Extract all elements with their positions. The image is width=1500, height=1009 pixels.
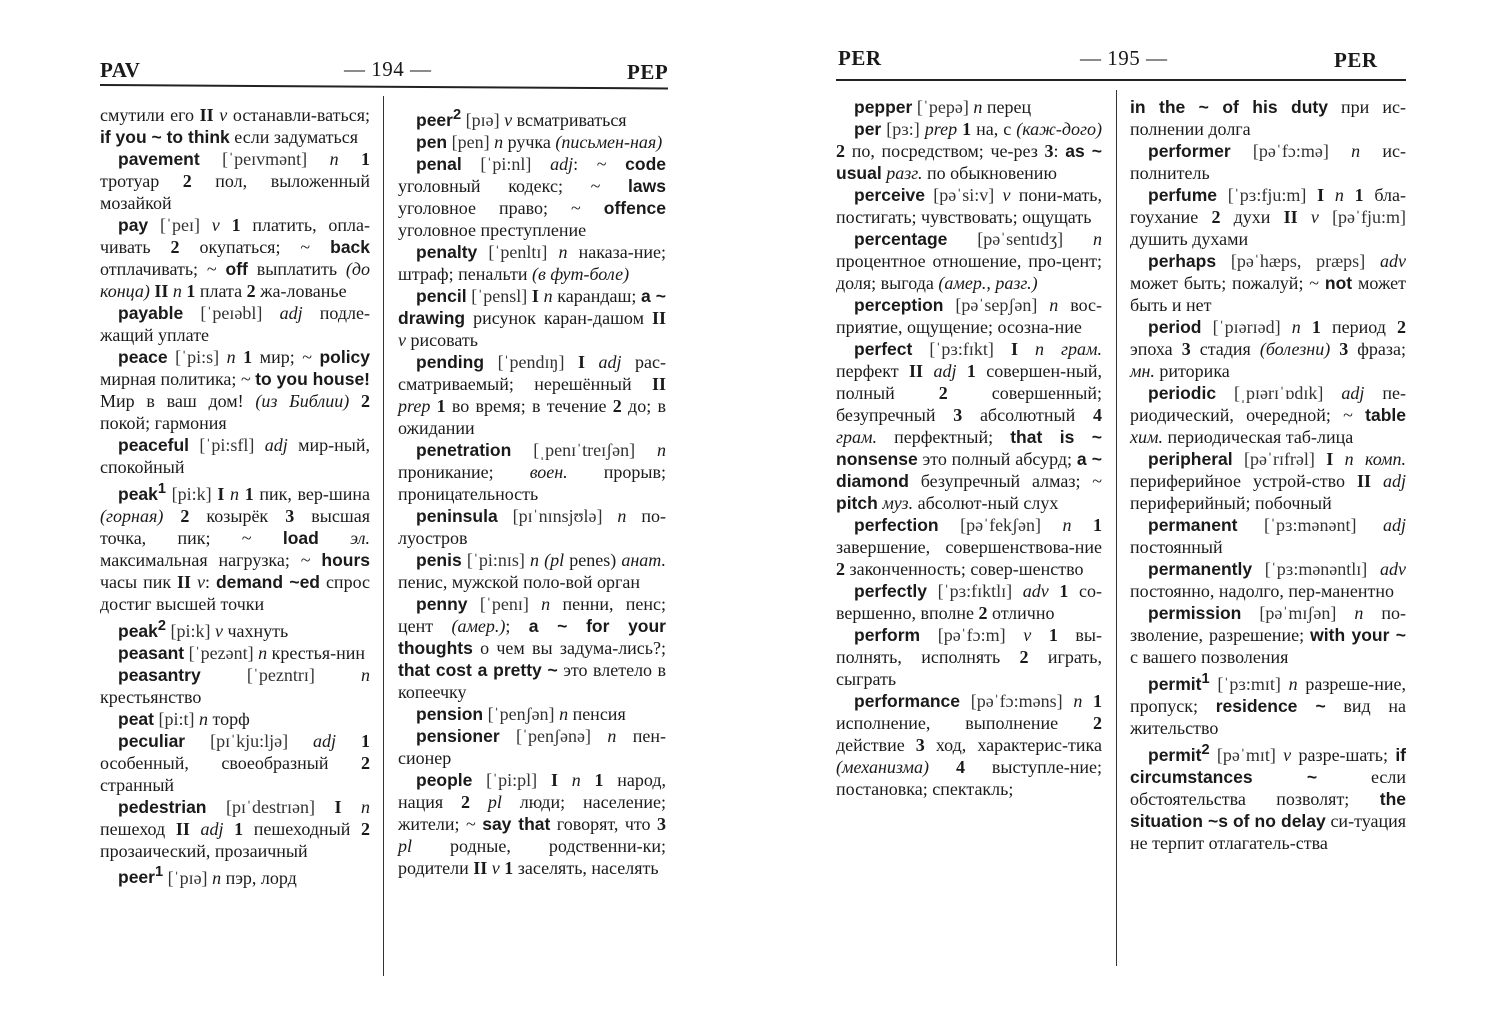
dictionary-entry: permission [pəˈmɪʃən] n по-зволение, разрешение; with your ~ с вашего позволения — [1130, 603, 1407, 667]
dictionary-entry: penetration [ˌpenɪˈtreɪʃən] n проникание; воен. прорыв; проницательность — [398, 439, 667, 504]
column-4 — [1130, 96, 1406, 854]
page-number: — 194 — — [344, 57, 432, 81]
dictionary-entry: pepper [ˈpepə] n перец — [854, 97, 1032, 117]
dictionary-entry: penalty [ˈpenltɪ] n наказа-ние; штраф; пенальти (в фут-боле) — [398, 241, 667, 284]
dictionary-entry: penis [ˈpi:nɪs] n (pl penes) анат. пенис, мужской поло-вой орган — [398, 549, 667, 592]
dictionary-entry: permit$^2$ [pəˈmɪt] v разре-шать; if circumstances ~ если обстоятельства позволят; the situation ~s of no delay си-туация не терпит отлагатель-ства — [1130, 741, 1407, 853]
guide-word-last: PER — [1334, 48, 1378, 72]
dictionary-entry: peak$^1$ [pi:k] I n 1 пик, вер-шина (горная) 2 козырёк 3 высшая точка, пик; ~ load эл. максимальная нагрузка; ~ hours часы пик II v: demand ~ed спрос достиг высшей точки — [100, 481, 371, 614]
header-rule — [836, 79, 1406, 81]
dictionary-entry: pending [ˈpendɪŋ] I adj рас-сматриваемый; нерешённый II prep 1 во время; в течение 2 до; в ожидании — [398, 351, 666, 438]
dictionary-entry: penal [ˈpi:nl] adj: ~ code уголовный кодекс; ~ laws уголовное право; ~ offence уголовное преступление — [398, 153, 667, 240]
right-page — [760, 0, 1500, 1009]
dictionary-entry: peak$^2$ [pi:k] v чахнуть — [118, 617, 289, 641]
dictionary-entry: perhaps [pəˈhæps, præps] adv может быть; пожалуй; ~ not может быть и нет — [1130, 251, 1407, 315]
dictionary-entry: pay [ˈpeɪ] v 1 платить, опла-чивать 2 окупаться; ~ back отплачивать; ~ off выплатить (до конца) II n 1 плата 2 жа-лованье — [100, 215, 371, 301]
page-number: — 195 — — [1080, 46, 1168, 70]
dictionary-entry: performer [pəˈfɔ:mə] n ис-полнитель — [1130, 141, 1406, 183]
column-divider — [383, 96, 384, 976]
dictionary-entry: perfect [ˈpɜ:fɪkt] I n грам. перфект II adj 1 совершен-ный, полный 2 совершенный; безупречный 3 абсолютный 4 грам. перфектный; that is ~ nonsense это полный абсурд; a ~ diamond безупречный алмаз; ~ pitch муз. абсолют-ный слух — [836, 339, 1102, 513]
dictionary-entry: penny [ˈpenɪ] n пенни, пенс; цент (амер.); a ~ for your thoughts о чем вы задума-лись?; that cost a pretty ~ это влетело в копеечку — [398, 593, 667, 702]
dictionary-entry: permit$^1$ [ˈpɜ:mɪt] n разреше-ние, пропуск; residence ~ вид на жительство — [1130, 671, 1407, 738]
dictionary-entry: peripheral [pəˈrɪfrəl] I n комп. периферийное устрой-ство II adj периферийный; побочный — [1130, 449, 1407, 513]
dictionary-entry: peer$^1$ [ˈpɪə] n пэр, лорд — [118, 864, 297, 888]
dictionary-entry: pension [ˈpenʃən] n пенсия — [416, 703, 626, 724]
dictionary-entry: perfection [pəˈfekʃən] n 1 завершение, совершенствова-ние 2 законченность; совер-шенство — [836, 515, 1103, 579]
dictionary-entry: payable [ˈpeɪəbl] adj подле-жащий уплате — [100, 303, 371, 345]
dictionary-entry: period [ˈpɪərɪəd] n 1 период 2 эпоха 3 стадия (болезни) 3 фраза; мн. риторика — [1130, 317, 1407, 381]
dictionary-entry: peat [pi:t] n торф — [118, 708, 250, 729]
column-2 — [398, 104, 666, 879]
dictionary-entry: pavement [ˈpeɪvmənt] n 1 тротуар 2 пол, выложенный мозайкой — [100, 149, 371, 213]
dictionary-entry: peace [ˈpi:s] n 1 мир; ~ policy мирная политика; ~ to you house! Мир в ваш дом! (из Библии) 2 покой; гармония — [100, 347, 371, 433]
column-3 — [836, 96, 1102, 800]
dictionary-entry: peer$^2$ [pɪə] v всматриваться — [416, 107, 627, 130]
header-rule — [100, 84, 668, 89]
dictionary-entry: peasantry [ˈpezntrɪ] n крестьянство — [100, 664, 370, 707]
dictionary-entry: percentage [pəˈsentɪdʒ] n процентное отношение, про-цент; доля; выгода (амер., разг.) — [836, 229, 1102, 293]
entry-continuation: смутили его II v останавли-ваться; if you ~ to think если задуматься — [100, 105, 371, 147]
dictionary-entry: peninsula [pɪˈnɪnsjʊlə] n по-луостров — [398, 505, 666, 548]
entry-continuation: in the ~ of his duty при ис-полнении долга — [1130, 97, 1406, 139]
guide-word-first: PAV — [100, 58, 141, 82]
dictionary-entry: perfectly [ˈpɜ:fɪktlɪ] adv 1 со-вершенно, вполне 2 отлично — [836, 581, 1103, 623]
dictionary-entry: peasant [ˈpezənt] n крестья-нин — [118, 642, 366, 663]
dictionary-entry: permanent [ˈpɜ:mənənt] adj постоянный — [1130, 515, 1407, 557]
dictionary-entry: periodic [ˌpɪərɪˈɒdɪk] adj пе-риодический, очередной; ~ table хим. периодическая таб-лица — [1130, 383, 1407, 447]
guide-word-first: PER — [838, 46, 882, 70]
dictionary-entry: pensioner [ˈpenʃənə] n пен-сионер — [398, 725, 667, 768]
dictionary-entry: permanently [ˈpɜ:mənəntlɪ] adv постоянно, надолго, пер-манентно — [1130, 559, 1406, 601]
dictionary-entry: perfume [ˈpɜ:fju:m] I n 1 бла-гоухание 2 духи II v [pəˈfju:m] душить духами — [1130, 185, 1407, 249]
column-1 — [100, 104, 370, 888]
dictionary-entry: pencil [ˈpensl] I n карандаш; a ~ drawing рисунок каран-дашом II v рисовать — [398, 285, 667, 350]
dictionary-entry: perception [pəˈsepʃən] n вос-приятие, ощущение; осозна-ние — [836, 295, 1102, 337]
dictionary-entry: pen [pen] n ручка (письмен-ная) — [416, 131, 663, 152]
dictionary-entry: performance [pəˈfɔ:məns] n 1 исполнение, выполнение 2 действие 3 ход, характерис-тика (механизма) 4 выступле-ние; постановка; спектакль; — [836, 691, 1103, 799]
dictionary-entry: perform [pəˈfɔ:m] v 1 вы-полнять, исполнять 2 играть, сыграть — [836, 625, 1102, 689]
dictionary-entry: per [pɜ:] prep 1 на, с (каж-дого) 2 по, посредством; че-рез 3: as ~ usual разг. по обыкновению — [836, 119, 1103, 183]
guide-word-last: PEP — [627, 60, 669, 84]
dictionary-entry: pedestrian [pɪˈdestrɪən] I n пешеход II adj 1 пешеходный 2 прозаический, прозаичный — [100, 796, 371, 861]
dictionary-entry: perceive [pəˈsi:v] v пони-мать, постигать; чувствовать; ощущать — [836, 185, 1103, 227]
dictionary-entry: peculiar [pɪˈkju:ljə] adj 1 особенный, своеобразный 2 странный — [100, 730, 371, 795]
left-page-header — [0, 52, 760, 84]
dictionary-entry: people [ˈpi:pl] I n 1 народ, нация 2 pl люди; население; жители; ~ say that говорят, что 3 pl родные, родственни-ки; родители II v 1 заселять, населять — [398, 769, 667, 878]
column-divider — [1116, 90, 1117, 966]
dictionary-entry: peaceful [ˈpi:sfl] adj мир-ный, спокойный — [100, 435, 370, 477]
